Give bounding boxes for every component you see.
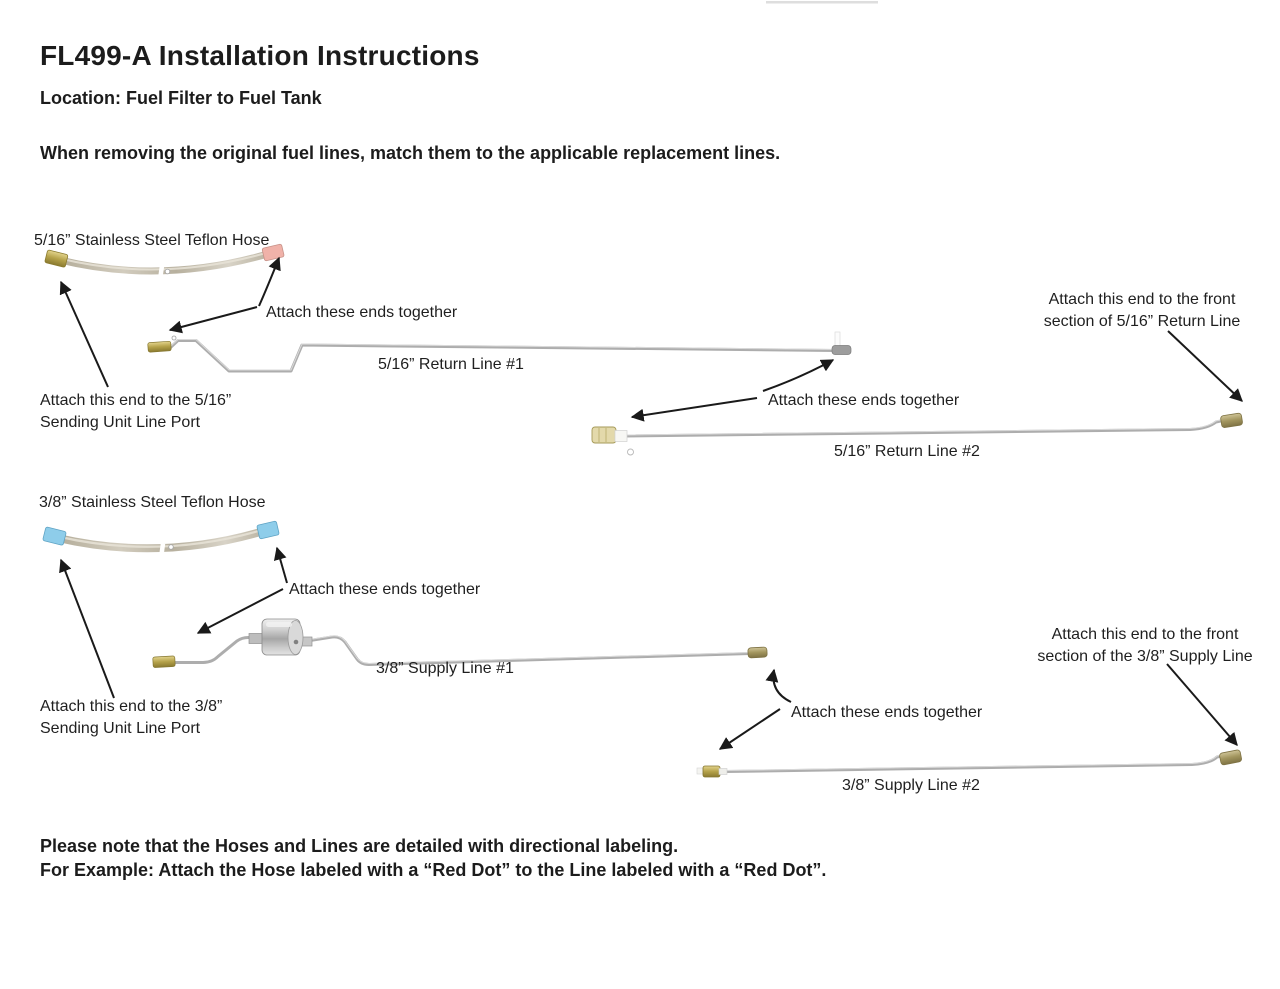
fuel-filter	[249, 619, 312, 655]
arrow-to-hose38-right-end	[277, 548, 287, 583]
return-line-1-right-fitting	[832, 346, 851, 355]
directional-labeling-note-line1: Please note that the Hoses and Lines are detailed with directional labeling.	[40, 836, 679, 856]
return-line-2-label: 5/16” Return Line #2	[834, 443, 980, 460]
page-title: FL499-A Installation Instructions	[40, 40, 480, 71]
intro-line: When removing the original fuel lines, match them to the applicable replacement lines.	[40, 143, 781, 163]
sending-unit-note-516-line2: Sending Unit Line Port	[40, 414, 201, 431]
attach-ends-label-38-lines: Attach these ends together	[791, 704, 983, 721]
attach-ends-label-516-lines: Attach these ends together	[768, 392, 960, 409]
hose-3-8-right-fitting	[257, 521, 280, 539]
supply-line-2-label: 3/8” Supply Line #2	[842, 777, 980, 794]
arrow-to-returnline2-left-end	[632, 398, 757, 417]
directional-labeling-note	[40, 834, 826, 882]
supply-line-2-left-fitting	[703, 766, 720, 777]
front-section-note-516-line2: section of 5/16” Return Line	[1043, 313, 1241, 330]
arrow-to-hose516-left-end	[61, 282, 108, 387]
sending-unit-note-38	[40, 696, 222, 740]
arrow-to-hose516-right-end	[259, 258, 279, 306]
front-section-note-516-line1: Attach this end to the front	[1048, 291, 1236, 308]
return-line-2-right-fitting	[1220, 413, 1243, 428]
supply-line-2-illustration	[697, 750, 1242, 777]
arrow-to-supplyline2-left-end	[720, 709, 780, 749]
attach-ends-label-516-hose: Attach these ends together	[266, 304, 458, 321]
sending-unit-note-516-line1: Attach this end to the 5/16”	[40, 392, 232, 409]
return-line-2-left-fitting	[592, 427, 616, 443]
hose-5-16-left-fitting	[45, 250, 69, 268]
front-section-note-38-line1: Attach this end to the front	[1051, 626, 1239, 643]
front-section-note-516	[1032, 289, 1252, 333]
return-line-1-label: 5/16” Return Line #1	[378, 356, 524, 373]
scan-artifact-line	[766, 1, 878, 4]
sending-unit-note-516	[40, 390, 231, 434]
sending-unit-note-38-line2: Sending Unit Line Port	[40, 720, 201, 737]
arrow-to-returnline2-right-end	[1168, 331, 1242, 401]
supply-line-1-left-fitting	[153, 656, 176, 668]
return-line-1-left-fitting	[148, 341, 172, 352]
arrow-to-supplyline2-right-end	[1167, 664, 1237, 745]
arrow-to-hose38-left-end	[61, 560, 114, 698]
arrow-to-returnline1-left-end	[170, 307, 257, 330]
supply-line-1-right-fitting	[748, 647, 767, 658]
directional-labeling-note-line2: For Example: Attach the Hose labeled with a “Red Dot” to the Line labeled with a “Red Dot”.	[40, 860, 827, 880]
arrow-to-supplyline1-right-end	[773, 670, 791, 702]
supply-line-1-label: 3/8” Supply Line #1	[376, 660, 514, 677]
supply-line-2-right-fitting	[1219, 750, 1242, 766]
sending-unit-note-38-line1: Attach this end to the 3/8”	[40, 698, 223, 715]
attach-ends-label-38-hose: Attach these ends together	[289, 581, 481, 598]
front-section-note-38	[1028, 624, 1262, 668]
arrow-to-returnline1-right-end	[763, 360, 833, 391]
hose-3-8-left-fitting	[43, 527, 67, 546]
hose-mid-collar	[165, 269, 170, 274]
front-section-note-38-line2: section of the 3/8” Supply Line	[1037, 648, 1253, 665]
hose-5-16-label: 5/16” Stainless Steel Teflon Hose	[34, 232, 270, 249]
hose-3-8-label: 3/8” Stainless Steel Teflon Hose	[39, 494, 266, 511]
hose-3-8-illustration	[43, 521, 280, 556]
location-line: Location: Fuel Filter to Fuel Tank	[40, 88, 322, 108]
